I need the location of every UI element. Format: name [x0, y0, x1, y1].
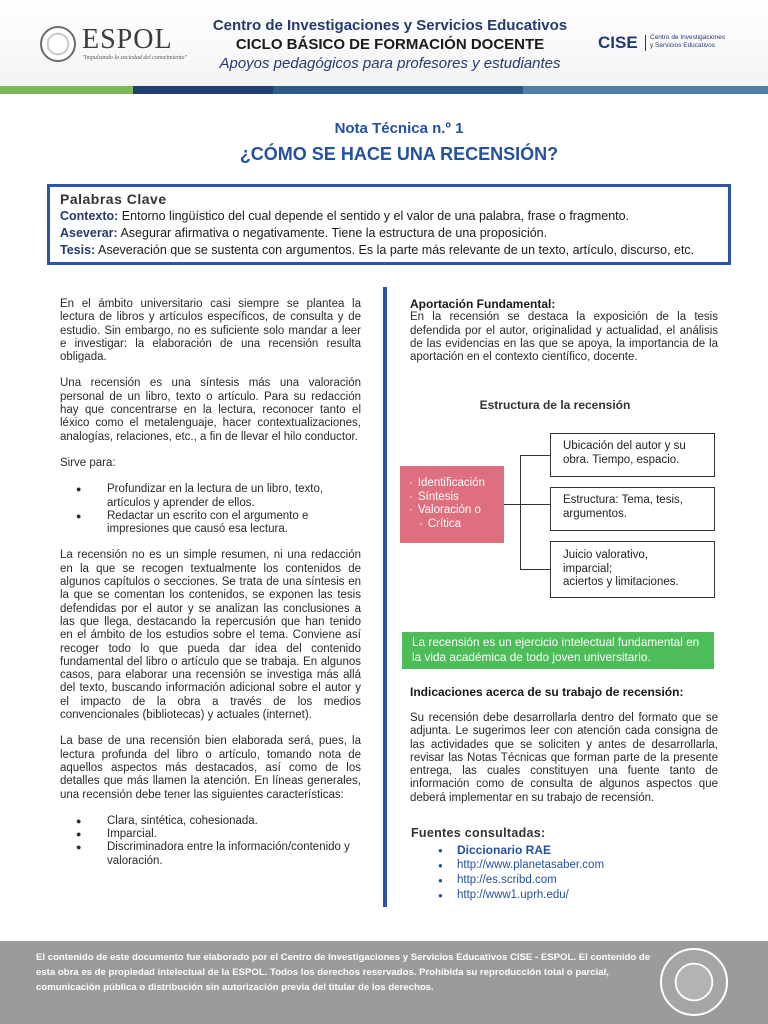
keyword-item	[60, 208, 718, 225]
keywords-heading: Palabras Clave	[60, 191, 167, 207]
keyword-term: Aseverar:	[60, 226, 118, 240]
espol-seal-icon	[40, 26, 76, 62]
keyword-definition: Aseveración que se sustenta con argumentos. Es la parte más relevante de un texto, artículo, discurso, etc.	[95, 243, 695, 257]
keyword-term: Tesis:	[60, 243, 96, 257]
valuation-line: Juicio valorativo,	[563, 549, 649, 561]
intro-paragraph: En el ámbito universitario casi siempre se plantea la lectura de libros y artículos específicos, de consulta y de estudio. Sin embargo, no es suficiente solo mandar a leer e investigar: la elaboración de una recensión resulta obligada.	[60, 298, 361, 364]
structure-part: · Síntesis	[409, 491, 504, 505]
connector-line	[520, 504, 550, 505]
sources-list	[438, 843, 604, 903]
keyword-definition: Entorno lingüístico del cual depende el sentido y el valor de una palabra, frase o fragmento.	[118, 209, 630, 223]
note-number: Nota Técnica n.º 1	[334, 120, 464, 137]
cise-subtitle-line2: y Servicios Educativos	[650, 42, 716, 49]
characteristics-paragraph: La base de una recensión bien elaborada será, pues, la lectura profunda del libro o artículo, tomando nota de aquellos aspectos más destacados, así como de los detalles que más llamen la atención. En líneas generales, una recensión debe tener las siguientes características:	[60, 735, 361, 801]
cise-subtitle	[650, 34, 725, 50]
keyword-item	[60, 242, 718, 259]
source-link[interactable]: ● Diccionario RAE	[438, 843, 604, 858]
cise-subtitle-line1: Centro de Investigaciones	[650, 34, 726, 41]
page-title: ¿CÓMO SE HACE UNA RECENSIÓN?	[239, 144, 559, 164]
keywords-box	[47, 184, 731, 265]
definition-paragraph: Una recensión es una síntesis más una valoración personal de un libro, texto o artículo. Para su redacción hay que concentrarse en la lectura, reconocer tanto el léxico como el metalenguaje, hacer contextualizaciones, analogías, relaciones, etc., a fin de llevar el hilo conductor.	[60, 377, 361, 443]
right-column-top	[410, 298, 718, 364]
keyword-term: Contexto:	[60, 209, 119, 223]
explanation-paragraph: La recensión no es un simple resumen, ni una redacción en la que se recogen textualmente los contenidos de algunos capítulos o secciones. Se trata de una síntesis en la que se comentan los contenidos, se exponen las tesis defendidas por el autor y se analizan las conclusiones a las que llega, destacando la repercusión que han tenido en el ámbito de los estudios sobre el tema. Conviene así recoger todo lo que pueda dar idea del contenido fundamental del libro o artículo que se trabaja. En algunos casos, para elaborar una recensión se investiga más allá del texto, buscando información adicional sobre el autor y el impacto de la obra a través de los medios convencionales (bibliotecas) y actuales (internet).	[60, 549, 361, 722]
header-stripe-light	[523, 86, 768, 94]
contribution-heading: Aportación Fundamental:	[410, 297, 556, 311]
connector-line	[520, 569, 550, 570]
structure-parts-box	[400, 466, 504, 543]
valuation-line: imparcial;	[563, 562, 613, 575]
structure-part-continued: · Crítica	[409, 518, 504, 532]
source-link[interactable]: ● http://www1.uprh.edu/	[438, 888, 604, 903]
keyword-definition: Asegurar afirmativa o negativamente. Tiene la estructura de una proposición.	[117, 226, 548, 240]
column-divider	[383, 287, 387, 907]
cise-logo	[598, 33, 748, 53]
structure-diagram-title: Estructura de la recensión	[479, 398, 631, 412]
header-stripe-mid	[273, 86, 523, 94]
espol-logo	[40, 24, 188, 68]
header-titles	[190, 16, 590, 74]
contribution-paragraph: En la recensión se destaca la exposición de la tesis defendida por el autor, originalidad y actualidad, el análisis de las evidencias en las que se apoya, la importancia de la aportación en el contexto científico, docente.	[410, 311, 718, 364]
structure-box-identification: Ubicación del autor y su obra. Tiempo, espacio.	[550, 433, 715, 477]
list-item: ● Discriminadora entre la información/contenido y valoración.	[60, 841, 361, 868]
list-item: ● Clara, sintética, cohesionada.	[60, 815, 361, 828]
structure-part: · Valoración o	[409, 504, 504, 518]
sources-heading: Fuentes consultadas:	[411, 826, 546, 840]
header-stripe-dark	[133, 86, 273, 94]
instructions-heading: Indicaciones acerca de su trabajo de recensión:	[410, 685, 684, 699]
espol-seal-icon	[660, 948, 728, 1016]
structure-box-valuation	[550, 541, 715, 598]
connector-line	[520, 455, 550, 456]
list-item: ● Redactar un escrito con el argumento e impresiones que causó esa lectura.	[60, 510, 361, 537]
keyword-item	[60, 225, 718, 242]
espol-logo-text: ESPOL	[82, 24, 173, 55]
purpose-list	[60, 483, 361, 536]
structure-box-synthesis: Estructura: Tema, tesis, argumentos.	[550, 487, 715, 531]
list-item: ● Imparcial.	[60, 828, 361, 841]
cise-divider	[645, 35, 646, 51]
header-center-name: Centro de Investigaciones y Servicios Educativos	[212, 17, 568, 34]
source-link[interactable]: ● http://es.scribd.com	[438, 873, 604, 888]
purpose-label: Sirve para:	[60, 456, 116, 469]
left-column	[60, 298, 361, 868]
copyright-notice: El contenido de este documento fue elaborado por el Centro de Investigaciones y Servicios Educativos CISE - ESPOL. El contenido de esta obra es de propiedad intelectual de la ESPOL. Todos los derechos reservados. Prohibida su reproducción total o parcial, comunicación pública o distribución sin autorización previa del titular de los derechos.	[36, 952, 651, 993]
page-header	[0, 0, 768, 86]
document-title-block	[0, 118, 768, 168]
list-item: ● Profundizar en la lectura de un libro, texto, artículos y aprender de ellos.	[60, 483, 361, 510]
connector-line	[520, 455, 521, 569]
header-stripe-green	[0, 86, 133, 94]
characteristics-list	[60, 815, 361, 868]
instructions-paragraph: Su recensión debe desarrollarla dentro del formato que se adjunta. Le sugerimos leer con atención cada consigna de las actividades que se soliciten y antes de desarrollarla, revisar las Notas Técnicas que forman parte de la presente entrega, las cuales constituyen una fuente tanto de información como de consulta de algunos aspectos que deberá implementar en su trabajo de recensión.	[410, 712, 718, 804]
espol-motto: "Impulsando la sociedad del conocimiento"	[82, 55, 188, 61]
structure-part: · Identificación	[409, 477, 504, 491]
highlight-note: La recensión es un ejercicio intelectual fundamental en la vida académica de todo joven universitario.	[402, 632, 714, 669]
connector-line	[504, 504, 520, 505]
header-cycle-name: CICLO BÁSICO DE FORMACIÓN DOCENTE	[235, 36, 545, 53]
valuation-line: aciertos y limitaciones.	[563, 576, 679, 588]
page-footer	[0, 941, 768, 1024]
cise-logo-text: CISE	[598, 33, 638, 52]
header-tagline: Apoyos pedagógicos para profesores y estudiantes	[219, 55, 561, 72]
source-link[interactable]: ● http://www.planetasaber.com	[438, 858, 604, 873]
